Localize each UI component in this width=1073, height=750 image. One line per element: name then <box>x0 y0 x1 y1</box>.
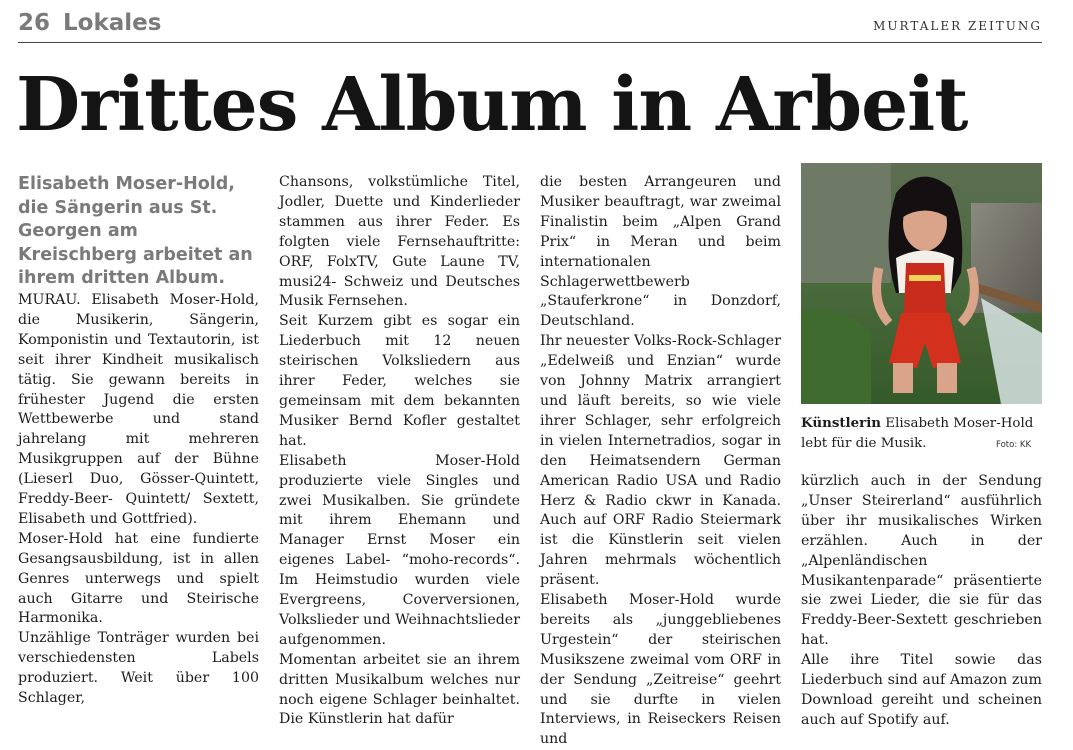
article-paragraph-continued: Chansons, volkstümliche Titel, Jodler, Duette und Kinderlieder stammen aus ihrer Feder. Es folgten viele Fernsehauftritte: ORF, FolxTV, Gute Laune TV, musi24- Schweiz und Deutsches Musik Fernsehen. <box>279 174 520 310</box>
caption-label: Künstlerin <box>801 415 882 431</box>
newspaper-name: MURTALER ZEITUNG <box>873 19 1042 33</box>
article-column-2 <box>279 173 520 730</box>
article-column-1 <box>18 173 259 709</box>
article-paragraph-continued: kürzlich auch in der Sendung „Unser Steirerland“ ausführlich über ihr musikalisches Wirken erzählen. Auch in der „Alpenländischen Musikantenparade“ präsentierte sie zwei Lieder, die sie für das Freddy-Beer-Sextett geschrieben hat. <box>801 473 1042 649</box>
page-header <box>18 8 1042 43</box>
article-paragraph: Elisabeth Moser-Hold produzierte viele Singles und zwei Musikalben. Sie gründete mit ihrem Ehemann und Manager Ernst Moser ein eigenes Label- “moho-records“. Im Heimstudio wurden viele Evergreens, Coverversionen, Volkslieder und Weihnachtslieder aufgenommen. <box>279 452 520 648</box>
article-paragraph: MURAU. Elisabeth Moser-Hold, die Musikerin, Sängerin, Komponistin und Textautorin, ist seit ihrer Kindheit musikalisch tätig. Sie gewann bereits in frühester Jugend die ersten Wettbewerbe und stand jahrelang mit mehreren Musikgruppen auf der Bühne (Lieserl Duo, Gösser-Quintett, Freddy-Beer- Quintett/ Sextett, Elisabeth und Gottfried). <box>18 291 259 527</box>
section-title: Lokales <box>63 10 162 36</box>
article-column-3 <box>540 173 781 750</box>
article-paragraph: Seit Kurzem gibt es sogar ein Liederbuch mit 12 neuen steirischen Volksliedern aus ihrer Feder, welches sie gemeinsam mit dem bekannten Musiker Bernd Kofler gestaltet hat. <box>279 313 520 449</box>
article-paragraph: Ihr neuester Volks-Rock-Schlager „Edelweiß und Enzian“ wurde von Johnny Matrix arrangiert und läuft bereits, so wie viele ihrer Schlager, sehr erfolgreich in vielen Internetradios, sogar in den Heimatsendern German American Radio USA und Radio Herz & Radio ckwr in Kanada. Auch auf ORF Radio Steiermark ist die Künstlerin seit vielen Jahren mehrmals wöchentlich präsent. <box>540 333 781 589</box>
artist-photo-image <box>801 163 1042 404</box>
article-paragraph: Elisabeth Moser-Hold wurde bereits als „junggebliebenes Urgestein“ der steirischen Musikszene zweimal vom ORF in der Sendung „Zeitreise“ geehrt und sie durfte in vielen Interviews, in Reiseckers Reisen und <box>540 592 781 748</box>
caption-text: Elisabeth Moser-Hold lebt für die Musik. <box>801 416 1034 451</box>
article-paragraph-continued: die besten Arrangeuren und Musiker beauftragt, war zweimal Finalistin beim „Alpen Grand Prix“ in Meran und beim internationalen Schlagerwettbewerb „Stauferkrone“ in Donzdorf, Deutschland. <box>540 174 781 330</box>
article-paragraph: Momentan arbeitet sie an ihrem dritten Musikalbum welches nur noch eigene Schlager beinhaltet. Die Künstlerin hat dafür <box>279 651 520 728</box>
article-headline: Drittes Album in Arbeit <box>16 62 968 148</box>
article-paragraph: Moser-Hold hat eine fundierte Gesangsausbildung, ist in allen Genres unterwegs und spielt auch Gitarre und Steirische Harmonika. <box>18 530 259 627</box>
photo-credit: Foto: KK <box>996 440 1032 450</box>
article-lead: Elisabeth Moser-Hold, die Sängerin aus St. Georgen am Kreischberg arbeitet an ihrem dritten Album. <box>18 174 253 289</box>
article-column-4 <box>801 472 1042 731</box>
article-paragraph: Unzählige Tonträger wurden bei verschiedensten Labels produziert. Weit über 100 Schlager, <box>18 630 259 707</box>
artist-photo <box>801 163 1042 404</box>
article-paragraph: Alle ihre Titel sowie das Liederbuch sind auf Amazon zum Download gereiht und scheinen auch auf Spotify auf. <box>801 652 1042 728</box>
page-number: 26 <box>18 10 51 36</box>
